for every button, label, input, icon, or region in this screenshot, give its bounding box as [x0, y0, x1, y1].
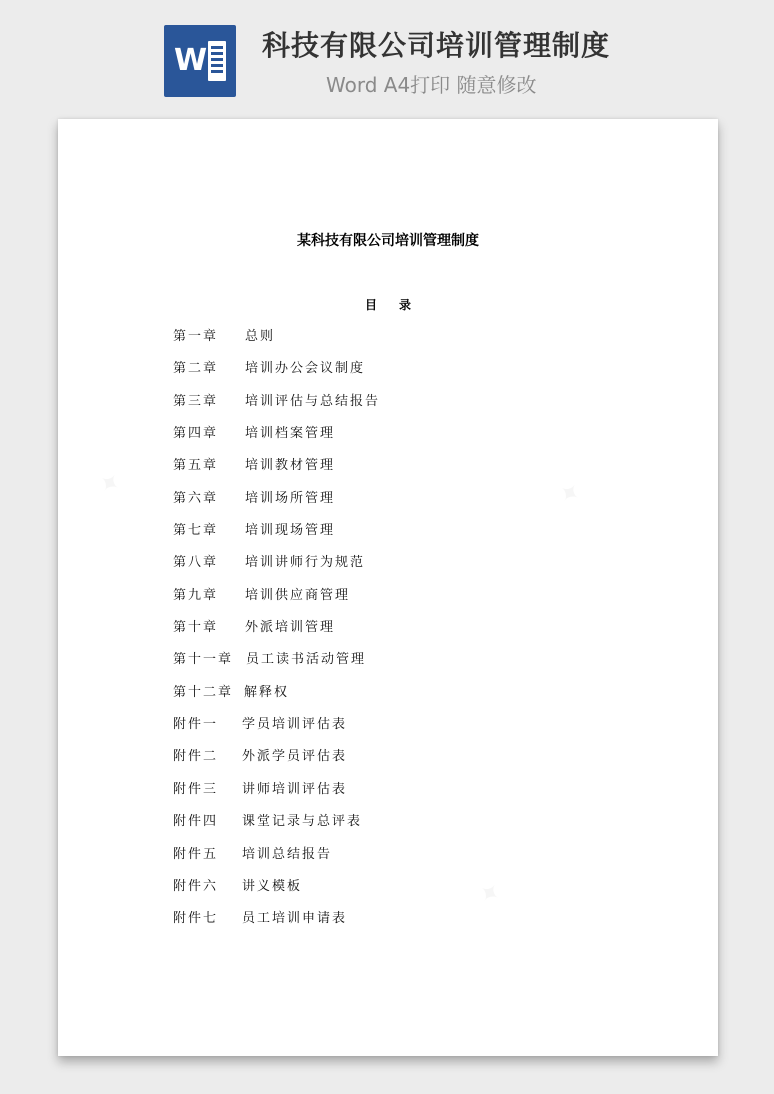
- toc-entry-number: 附件四: [173, 814, 219, 830]
- word-document-icon: [164, 25, 236, 97]
- toc-entry-number: 第十二章: [173, 684, 234, 700]
- toc-entry-title: 培训讲师行为规范: [245, 555, 366, 571]
- watermark: [92, 466, 126, 503]
- toc-entry-number: 第十章: [173, 620, 219, 636]
- toc-entry-number: 第八章: [173, 555, 219, 571]
- toc-entry-title: 培训评估与总结报告: [245, 393, 381, 409]
- toc-entry-number: 附件六: [173, 878, 219, 894]
- toc-entry-title: 培训供应商管理: [245, 587, 351, 603]
- toc-entry-number: 附件三: [173, 781, 219, 797]
- document-title: 某科技有限公司培训管理制度: [297, 233, 479, 249]
- toc-entry-number: 第十一章: [173, 652, 234, 668]
- watermark: [472, 876, 506, 913]
- banner-title: 科技有限公司培训管理制度: [262, 29, 611, 62]
- toc-entry-title: 学员培训评估表: [242, 717, 348, 733]
- document-page: [58, 119, 718, 1056]
- toc-entry-title: 讲义模板: [242, 878, 303, 894]
- banner: [0, 0, 774, 118]
- toc-entry-number: 第五章: [173, 458, 219, 474]
- toc-entry-number: 第六章: [173, 490, 219, 506]
- word-logo-letter: W: [174, 43, 208, 78]
- toc-entry-title: 培训教材管理: [245, 458, 336, 474]
- toc-entry-number: 第三章: [173, 393, 219, 409]
- toc-entry-number: 第二章: [173, 361, 219, 377]
- toc-entry-title: 讲师培训评估表: [242, 781, 348, 797]
- toc-entry-title: 总则: [245, 329, 276, 344]
- toc-entry-number: 第七章: [173, 523, 219, 539]
- toc-entry-number: 附件一: [173, 717, 219, 733]
- toc-entry-number: 附件二: [173, 749, 219, 765]
- toc-entry-title: 课堂记录与总评表: [242, 814, 363, 830]
- toc-entry-title: 培训总结报告: [242, 846, 333, 862]
- toc-entry-title: 培训现场管理: [245, 523, 336, 539]
- watermark: [552, 476, 586, 513]
- document-lines-icon: [208, 41, 226, 81]
- toc-entry-number: 附件七: [173, 911, 219, 927]
- toc-entry-number: 第四章: [173, 426, 219, 442]
- toc-entry-number: 第一章: [173, 329, 219, 344]
- toc-entry-title: 外派培训管理: [245, 620, 336, 636]
- toc-heading: 目录: [364, 298, 433, 312]
- toc-entry-title: 培训场所管理: [245, 490, 336, 506]
- banner-subtitle: Word A4打印 随意修改: [326, 73, 537, 97]
- toc-entry-title: 培训办公会议制度: [245, 361, 366, 377]
- toc-entry-title: 外派学员评估表: [242, 749, 348, 765]
- toc-entry-number: 第九章: [173, 587, 219, 603]
- toc-entry-title: 员工培训申请表: [242, 911, 348, 927]
- toc-entry-title: 培训档案管理: [245, 426, 336, 442]
- toc-entry-number: 附件五: [173, 846, 219, 862]
- toc-entry-title: 员工读书活动管理: [246, 652, 367, 668]
- toc-entry-title: 解释权: [244, 684, 290, 700]
